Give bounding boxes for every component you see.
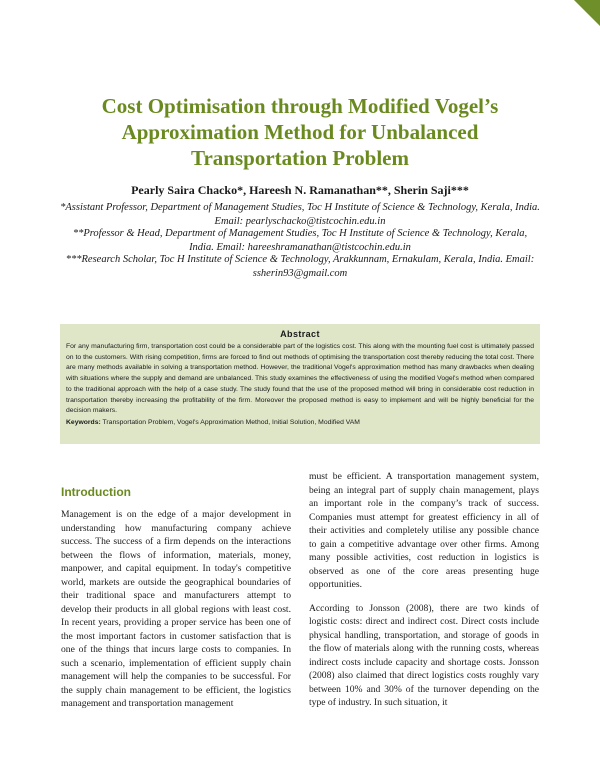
abstract-text: For any manufacturing firm, transportation cost could be a considerable part of the logistics cost. This along with the mounting fuel cost is ultimately passed on to the customers. With rising competition, firms are forced to find out methods of optimising the transportation cost thereby reducing the total cost. There are many methods available in solving a transportation method. However, the traditional Vogel's approximation method has many drawbacks when dealing with situations where the supply and demand are unbalanced. This study examines the effectiveness of using the modified Vogel's method when compared to the traditional approach with the help of a case study. The study found that the use of the proposed method will bring in considerable cost reduction in transportation thereby increasing the profitability of the firm. Moreover the proposed method is easy to implement and will be highly beneficial for the decision makers. [66, 343, 534, 415]
introduction-heading: Introduction [61, 485, 131, 499]
title-line-3: Transportation Problem [191, 146, 409, 170]
author-list: Pearly Saira Chacko*, Hareesh N. Ramanathan**, Sherin Saji*** [131, 183, 469, 197]
title-line-1: Cost Optimisation through Modified Vogel’s [101, 94, 499, 118]
affiliation-2: **Professor & Head, Department of Management Studies, Toc H Institute of Science & Technology, Kerala, India. Email: hareeshramanathan@tistcochin.edu.in [72, 228, 528, 253]
intro-paragraph-2: must be efficient. A transportation management system, being an integral part of supply chain management, plays an important role in the company’s track of success. Companies must attempt for greatest efficiency in all of their activities and completely utilise any possible chance to gain a competitive advantage over other firms. Among many possible activities, cost reduction in logistics is observed as one of the core areas presenting huge opportunities. [309, 471, 539, 590]
affiliation-3: ***Research Scholar, Toc H Institute of Science & Technology, Arakkunnam, Ernakulam, Kerala, India. Email: ssherin93@gmail.com [65, 254, 535, 279]
abstract-box [60, 324, 540, 444]
abstract-keywords [66, 417, 534, 428]
affiliation-1: *Assistant Professor, Department of Management Studies, Toc H Institute of Science & Technology, Kerala, India. Email: pearlyschacko@tistcochin.edu.in [60, 202, 540, 227]
keywords-label: Keywords: [66, 418, 101, 426]
corner-tab [574, 0, 600, 26]
keywords-text: Transportation Problem, Vogel's Approximation Method, Initial Solution, Modified VAM [102, 418, 360, 426]
intro-paragraph-3: According to Jonsson (2008), there are two kinds of logistic costs: direct and indirect cost. Direct costs include physical handling, transportation, and storage of goods in the flow of materials along with the running costs, whereas indirect costs include capacity and shortage costs. Jonsson (2008) also claimed that direct logistics costs roughly vary between 10% and 30% of the turnover depending on the type of industry. In such situation, it [309, 602, 539, 708]
abstract-heading: Abstract [280, 329, 320, 339]
body-column-right [309, 470, 539, 760]
intro-paragraph-1: Management is on the edge of a major development in understanding how manufacturing company achieve success. The success of a firm depends on the interactions between the flows of information, materials, money, manpower, and capital equipment. In today's competitive world, markets are outside the geographical boundaries of their traditional space and manufacturers attempt to develop their products in all global regions with least cost. In recent years, providing a proper service has been one of the most important factors in customer satisfaction that is one of the things that incurs large costs to companies. In such a scenario, implementation of efficient supply chain management will help the companies to be successful. For the supply chain management to be efficient, the logistics management and transportation management [61, 509, 291, 709]
body-column-left [61, 508, 291, 758]
paper-title [40, 93, 560, 171]
title-line-2: Approximation Method for Unbalanced [121, 120, 479, 144]
